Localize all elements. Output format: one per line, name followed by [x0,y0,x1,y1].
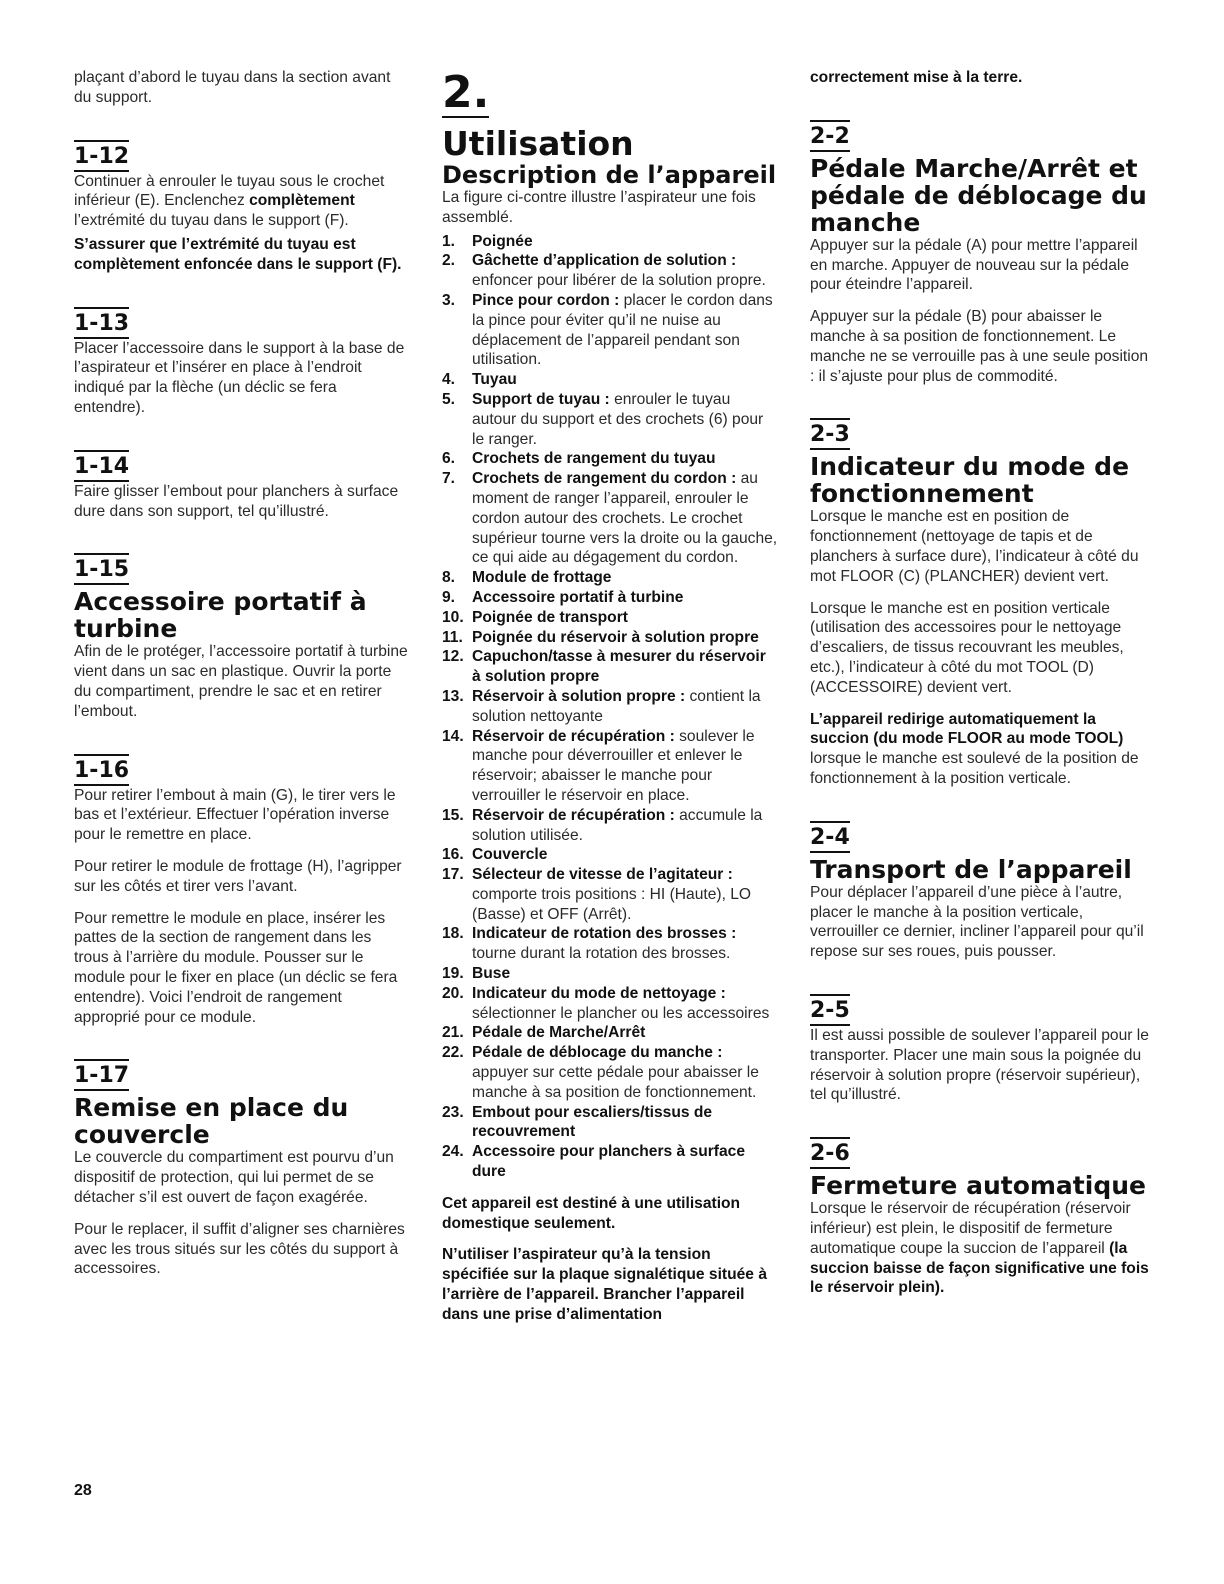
section-title: Accessoire portatif à turbine [74,587,367,644]
list-item-term: Indicateur du mode de nettoyage : [472,984,726,1002]
warning-paragraph: S’assurer que l’extrémité du tuyau est complètement enfoncée dans le support (F). [74,235,402,273]
paragraph: Pour retirer l’embout à main (G), le tirer vers le bas et l’extérieur. Effectuer l’opération inverse pour le remettre en place. [74,786,396,844]
list-item [442,687,778,727]
list-item-term: Accessoire pour planchers à surface dure [472,1143,746,1181]
list-item-number: 17. [442,866,464,884]
list-item-term: Buse [472,965,511,983]
list-item-description: contient la solution nettoyante [472,687,761,725]
paragraph: Il est aussi possible de soulever l’appareil pour le transporter. Placer une main sous la poignée du réservoir à solution propre (réservoir supérieur), tel qu’illustré. [810,1026,1149,1104]
paragraph: Appuyer sur la pédale (B) pour abaisser le manche à sa position de fonctionnement. Le manche ne se verrouille pas à une seule position : il s’ajuste pour plus de commodité. [810,308,1149,385]
list-item [442,865,778,924]
section-title: Pédale Marche/Arrêt et pédale de déblocage du manche [810,153,1147,237]
list-item-number: 3. [442,291,456,309]
list-item-term: Réservoir de récupération : [472,806,675,824]
list-item-description: appuyer sur cette pédale pour abaisser le manche à sa position de fonctionnement. [472,1064,759,1101]
paragraph: Pour remettre le module en place, insérer les pattes de la section de rangement dans les trous à l’arrière du module. Pousser sur le module pour le fixer en place (un déclic se fera entendre). Voici l’endroit de rangement approprié pour ce module. [74,909,398,1026]
text: Lorsque le réservoir de récupération (réservoir inférieur) est plein, le dispositif de fermeture automatique coupe la succion de l’appareil [810,1200,1131,1257]
section-title: Indicateur du mode de fonctionnement [810,452,1130,509]
note-paragraph: Cet appareil est destiné à une utilisation domestique seulement. [442,1194,741,1232]
list-item-number: 1. [442,232,456,250]
list-item-description: comporte trois positions : HI (Haute), LO (Basse) et OFF (Arrêt). [472,885,752,923]
list-item-number: 8. [442,569,456,587]
list-item-description: accumule la solution utilisée. [472,806,763,844]
list-item [442,964,778,984]
section-title: Remise en place du couvercle [74,1093,349,1150]
paragraph: Afin de le protéger, l’accessoire portatif à turbine vient dans un sac en plastique. Ouvrir la porte du compartiment, prendre le sac et en retirer l’embout. [74,643,408,720]
page-number: 28 [74,1482,92,1499]
list-item [442,1142,778,1182]
section-number-1-17: 1-17 [74,1059,129,1091]
bold-text: complètement [249,192,355,210]
list-item-term: Poignée du réservoir à solution propre [472,628,759,646]
list-item [442,390,778,449]
list-item-number: 18. [442,925,464,943]
list-item-description: tourne durant la rotation des brosses. [472,945,731,963]
list-item-term: Crochets de rangement du cordon : [472,470,737,488]
section-number-2-5: 2-5 [810,994,850,1026]
list-item-number: 24. [442,1143,464,1161]
section-title: Description de l’appareil [442,161,777,189]
text: lorsque le manche est soulevé de la position de fonctionnement à la position verticale. [810,750,1139,787]
list-item-number: 11. [442,628,463,646]
list-item-term: Crochets de rangement du tuyau [472,450,716,468]
column-1 [74,68,410,1291]
list-item-number: 4. [442,371,456,389]
list-item-description: soulever le manche pour déverrouiller et enlever le réservoir; abaisser le manche pour verrouiller le réservoir en place. [472,727,755,804]
list-item [442,727,778,806]
list-item-number: 9. [442,588,456,606]
list-item [442,291,778,370]
list-item-number: 23. [442,1103,464,1121]
list-item [442,628,778,648]
list-item-number: 13. [442,687,464,705]
list-item-number: 5. [442,390,456,408]
list-item-term: Poignée [472,232,533,250]
list-item-number: 2. [442,252,456,270]
section-number-1-12: 1-12 [74,140,129,172]
paragraph [810,710,1150,789]
list-item-number: 21. [442,1024,464,1042]
list-item-number: 20. [442,984,464,1002]
list-item [442,1103,778,1143]
paragraph: Pour déplacer l’appareil d’une pièce à l’autre, placer le manche à la position verticale, verrouiller ce dernier, incliner l’appareil pour qu’il repose sur ses roues, puis pousser. [810,883,1144,961]
list-item-term: Accessoire portatif à turbine [472,588,684,606]
list-item [442,370,778,390]
column-3 [810,68,1150,1310]
list-item-description: enfoncer pour libérer de la solution propre. [472,272,766,290]
list-item [442,251,778,291]
list-item-term: Sélecteur de vitesse de l’agitateur : [472,866,733,884]
list-item [442,984,778,1024]
section-number-1-13: 1-13 [74,307,129,339]
paragraph: Lorsque le manche est en position verticale (utilisation des accessoires pour le nettoyage d’escaliers, de tissus recouvrant les meubles, etc.), l’indicateur à côté du mot TOOL (D) (ACCESSOIRE) devient vert. [810,599,1124,696]
bold-text: L’appareil redirige automatiquement la succion (du mode FLOOR au mode TOOL) [810,710,1124,748]
list-item-term: Embout pour escaliers/tissus de recouvrement [472,1103,713,1141]
paragraph: Pour retirer le module de frottage (H), l’agripper sur les côtés et tirer vers l’avant. [74,857,402,895]
list-item [442,469,778,568]
paragraph: Lorsque le manche est en position de fonctionnement (nettoyage de tapis et de planchers à surface dure), l’indicateur à côté du mot FLOOR (C) (PLANCHER) devient vert. [810,508,1139,585]
list-item-description: au moment de ranger l’appareil, enrouler le cordon autour des crochets. Le crochet supérieur tourne vers la droite ou la gauche, ce qui aide au dégagement du cordon. [472,470,778,567]
section-number-2-3: 2-3 [810,418,850,450]
continued-paragraph: correctement mise à la terre. [810,69,1023,86]
list-item [442,608,778,628]
section-number-1-16: 1-16 [74,754,129,786]
list-item-number: 7. [442,470,456,488]
section-title: Transport de l’appareil [810,854,1132,884]
text: l’extrémité du tuyau dans le support (F). [74,212,349,230]
list-item-number: 12. [442,648,464,666]
bold-text: (la succion baisse de façon significative une fois le réservoir plein). [810,1239,1149,1297]
chapter-title: Utilisation [442,124,634,163]
list-item-term: Poignée de transport [472,608,628,626]
list-item-number: 16. [442,846,464,864]
paragraph: Le couvercle du compartiment est pourvu d’un dispositif de protection, qui lui permet de se détacher s’il est ouvert de façon exagérée. [74,1149,394,1206]
list-item-term: Réservoir de récupération : [472,727,675,745]
column-2 [442,68,778,1337]
list-item-description: placer le cordon dans la pince pour éviter qu’il ne nuise au déplacement de l’appareil pendant son utilisation. [472,291,773,369]
list-item-term: Support de tuyau : [472,390,610,408]
list-item-term: Module de frottage [472,569,612,587]
list-item-term: Réservoir à solution propre : [472,687,686,705]
list-item [442,806,778,846]
list-item [442,845,778,865]
list-item-term: Gâchette d’application de solution : [472,252,737,270]
list-item-number: 14. [442,727,464,745]
note-paragraph: N’utiliser l’aspirateur qu’à la tension spécifiée sur la plaque signalétique située à l’arrière de l’appareil. Brancher l’appareil dans une prise d’alimentation [442,1246,767,1323]
section-number-2-6: 2-6 [810,1137,850,1169]
list-item-term: Indicateur de rotation des brosses : [472,925,737,943]
section-number-1-14: 1-14 [74,450,129,482]
list-item-term: Tuyau [472,371,517,389]
section-number-2-4: 2-4 [810,821,850,853]
paragraph: Placer l’accessoire dans le support à la base de l’aspirateur et l’insérer en place à l’endroit indiqué par la flèche (un déclic se fera entendre). [74,339,405,416]
list-item-term: Couvercle [472,846,548,864]
list-item-number: 19. [442,965,464,983]
paragraph: La figure ci-contre illustre l’aspirateur une fois assemblé. [442,189,756,226]
paragraph: Faire glisser l’embout pour planchers à surface dure dans son support, tel qu’illustré. [74,482,399,520]
list-item-number: 15. [442,806,464,824]
section-number-1-15: 1-15 [74,553,129,585]
list-item-description: enrouler le tuyau autour du support et des crochets (6) pour le ranger. [472,390,764,448]
list-item-term: Pince pour cordon : [472,291,620,309]
text: Continuer à enrouler le tuyau sous le crochet inférieur (E). Enclenchez [74,172,385,210]
list-item [442,1043,778,1102]
section-number-2-2: 2-2 [810,120,850,152]
list-item [442,647,778,687]
list-item-number: 22. [442,1044,464,1062]
list-item [442,449,778,469]
paragraph: Pour le replacer, il suffit d’aligner ses charnières avec les trous situés sur les côtés du support à accessoires. [74,1220,405,1278]
paragraph: Appuyer sur la pédale (A) pour mettre l’appareil en marche. Appuyer de nouveau sur la pédale pour éteindre l’appareil. [810,236,1138,294]
list-item [442,588,778,608]
list-item-number: 10. [442,608,464,626]
list-item-term: Capuchon/tasse à mesurer du réservoir à solution propre [472,648,766,686]
list-item [442,1023,778,1043]
list-item-description: sélectionner le plancher ou les accessoires [472,1004,770,1022]
list-item-term: Pédale de déblocage du manche : [472,1044,723,1062]
chapter-number: 2. [442,67,490,118]
list-item [442,232,778,252]
intro-paragraph: plaçant d’abord le tuyau dans la section avant du support. [74,69,391,106]
parts-list [442,232,778,1182]
list-item-term: Pédale de Marche/Arrêt [472,1024,646,1042]
section-title: Fermeture automatique [810,1171,1146,1201]
paragraph [74,172,410,231]
list-item-number: 6. [442,450,456,468]
list-item [442,924,778,964]
list-item [442,568,778,588]
paragraph [810,1199,1150,1298]
